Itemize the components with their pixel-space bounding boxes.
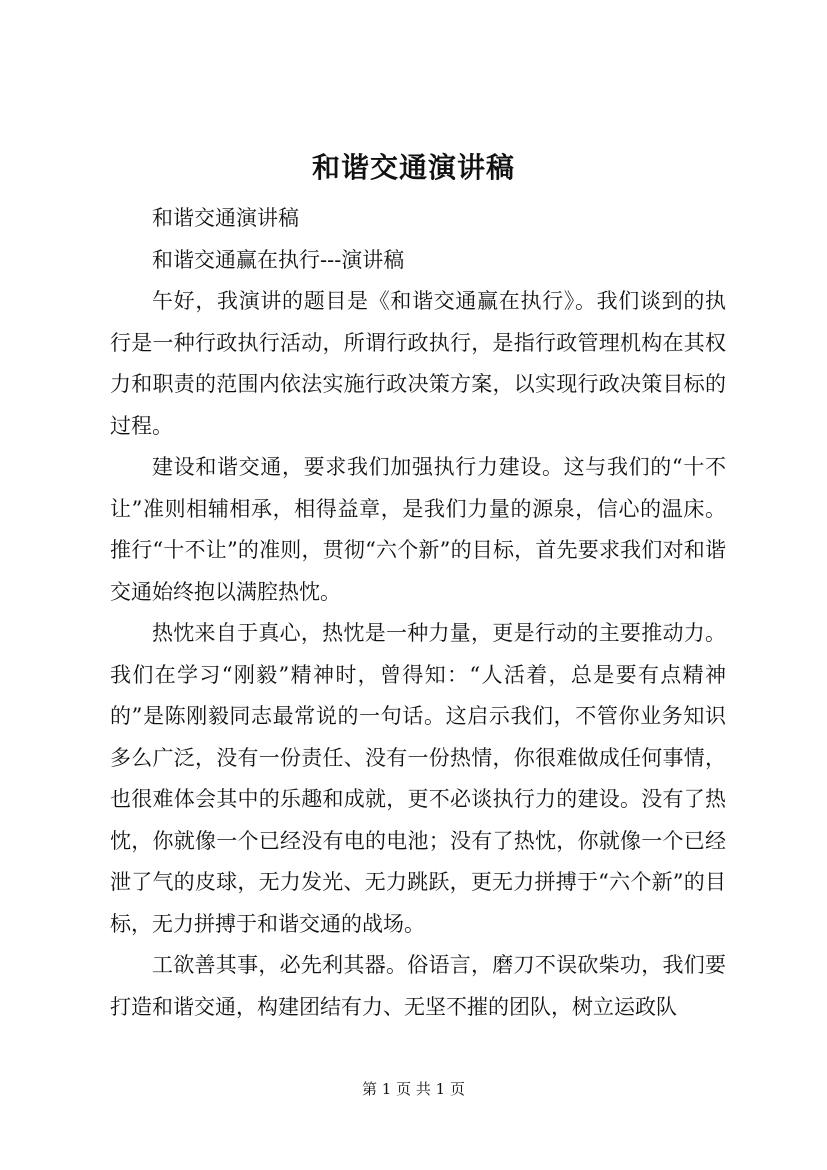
document-body — [110, 198, 726, 1028]
paragraph-intro: 午好，我演讲的题目是《和谐交通赢在执行》。我们谈到的执行是一种行政执行活动，所谓行政执行，是指行政管理机构在其权力和职责的范围内依法实施行政决策方案，以实现行政决策目标的过程。 — [110, 289, 726, 438]
page-footer: 第 1 页 共 1 页 — [362, 1080, 465, 1098]
paragraph-tools: 工欲善其事，必先利其器。俗语言，磨刀不误砍柴功，我们要打造和谐交通，构建团结有力、无坚不摧的团队，树立运政队 — [110, 953, 726, 1019]
paragraph-construction: 建设和谐交通，要求我们加强执行力建设。这与我们的“十不让”准则相辅相承，相得益章，是我们力量的源泉，信心的温床。推行“十不让”的准则，贯彻“六个新”的目标，首先要求我们对和谐交通始终抱以满腔热忱。 — [110, 455, 726, 604]
paragraph-enthusiasm: 热忱来自于真心，热忱是一种力量，更是行动的主要推动力。我们在学习“刚毅”精神时，曾得知：“人活着，总是要有点精神的”是陈刚毅同志最常说的一句话。这启示我们，不管你业务知识多么广泛，没有一份责任、没有一份热情，你很难做成任何事情，也很难体会其中的乐趣和成就，更不必谈执行力的建设。没有了热忱，你就像一个已经没有电的电池；没有了热忱，你就像一个已经泄了气的皮球，无力发光、无力跳跃，更无力拼搏于“六个新”的目标，无力拼搏于和谐交通的战场。 — [110, 621, 726, 936]
paragraph-heading: 和谐交通赢在执行---演讲稿 — [152, 247, 405, 272]
paragraph-subtitle: 和谐交通演讲稿 — [152, 206, 299, 230]
document-title: 和谐交通演讲稿 — [311, 151, 515, 184]
